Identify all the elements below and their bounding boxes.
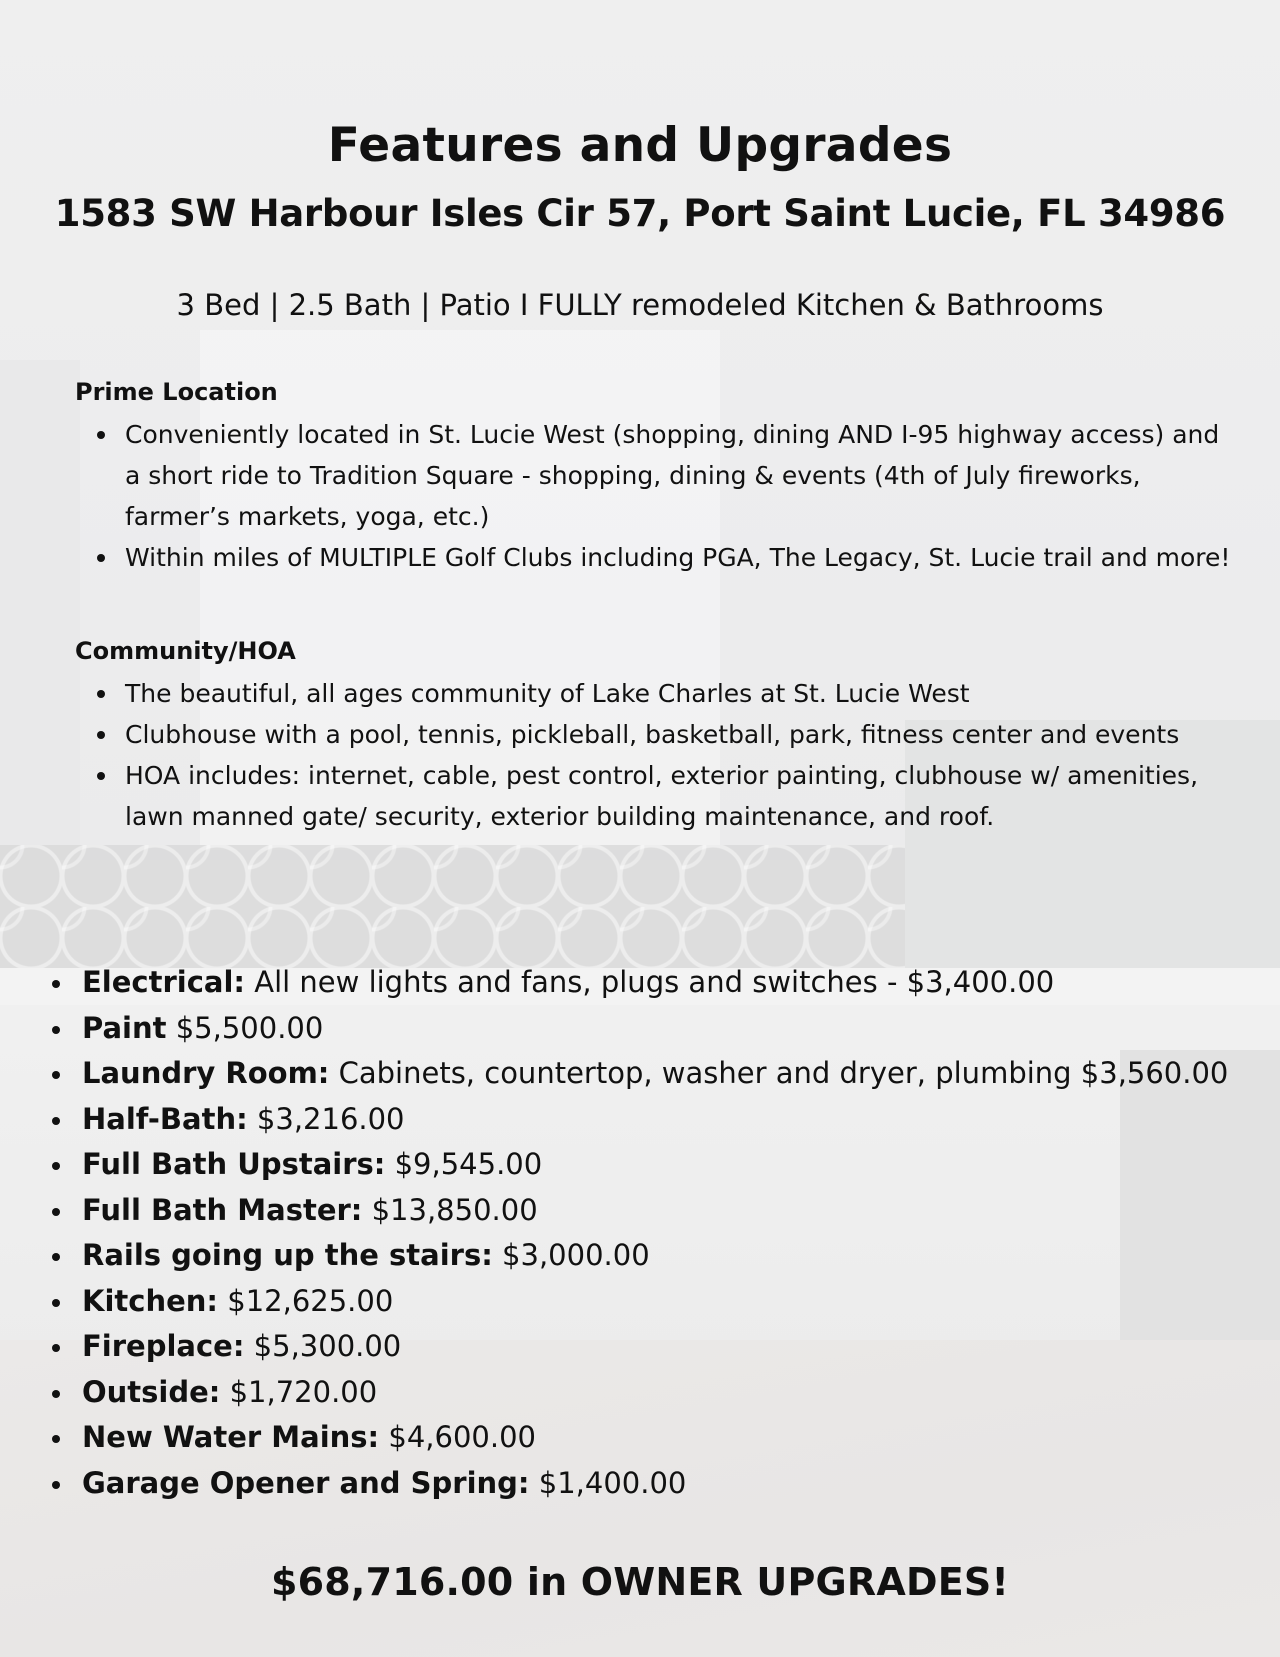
community-hoa-section	[75, 635, 1235, 837]
upgrade-item	[45, 1142, 1245, 1188]
prime-location-heading: Prime Location	[75, 378, 278, 406]
upgrade-label: Garage Opener and Spring:	[82, 1465, 530, 1500]
upgrade-value: $5,300.00	[244, 1329, 402, 1363]
upgrade-item	[45, 1097, 1245, 1143]
upgrade-item	[45, 1461, 1245, 1507]
upgrade-value: Cabinets, countertop, washer and dryer, plumbing $3,560.00	[329, 1056, 1229, 1090]
upgrade-value: $1,400.00	[529, 1465, 687, 1500]
property-address: 1583 SW Harbour Isles Cir 57, Port Saint Lucie, FL 34986	[54, 192, 1226, 235]
upgrade-value: $1,720.00	[220, 1374, 378, 1409]
upgrade-label: Half-Bath:	[82, 1101, 248, 1136]
upgrade-item	[45, 1006, 1245, 1052]
upgrade-value: All new lights and fans, plugs and switches - $3,400.00	[245, 965, 1055, 999]
upgrade-item	[45, 1279, 1245, 1325]
upgrade-value: $3,000.00	[492, 1238, 650, 1272]
list-item: The beautiful, all ages community of Lake Charles at St. Lucie West	[75, 673, 1235, 714]
upgrade-label: Kitchen:	[82, 1283, 219, 1318]
list-item: Clubhouse with a pool, tennis, pickleball, basketball, park, fitness center and events	[75, 714, 1235, 755]
upgrade-item	[45, 1051, 1245, 1097]
upgrade-item	[45, 1370, 1245, 1416]
upgrades-list	[45, 960, 1245, 1506]
total-upgrades-banner: $68,716.00 in OWNER UPGRADES!	[271, 1560, 1009, 1604]
list-item: Within miles of MULTIPLE Golf Clubs including PGA, The Legacy, St. Lucie trail and more!	[75, 537, 1235, 578]
community-list	[75, 673, 1235, 837]
upgrade-value: $3,216.00	[247, 1101, 405, 1136]
upgrade-label: Full Bath Master:	[82, 1192, 363, 1227]
community-heading: Community/HOA	[75, 637, 296, 665]
upgrade-label: Laundry Room:	[82, 1056, 330, 1090]
prime-location-list	[75, 414, 1235, 578]
upgrade-label: Rails going up the stairs:	[82, 1238, 493, 1272]
upgrade-label: Electrical:	[82, 965, 246, 999]
upgrade-value: $4,600.00	[379, 1420, 536, 1454]
upgrade-label: Paint	[82, 1010, 167, 1045]
list-item: Conveniently located in St. Lucie West (shopping, dining AND I-95 highway access) and a short ride to Tradition Square - shopping, dining & events (4th of July fireworks, farmer’s markets, yoga, etc.)	[75, 414, 1235, 537]
upgrade-item	[45, 1324, 1245, 1370]
upgrade-item	[45, 1188, 1245, 1234]
bg-left-cabinet	[0, 360, 80, 860]
upgrade-item	[45, 1233, 1245, 1279]
upgrade-value: $5,500.00	[166, 1010, 324, 1045]
upgrade-label: Full Bath Upstairs:	[82, 1147, 386, 1181]
upgrade-value: $12,625.00	[218, 1283, 394, 1318]
upgrade-item	[45, 1415, 1245, 1461]
bg-tile-backsplash	[0, 845, 905, 970]
upgrade-value: $13,850.00	[362, 1192, 538, 1227]
upgrade-label: New Water Mains:	[82, 1420, 380, 1454]
property-summary: 3 Bed | 2.5 Bath | Patio I FULLY remodeled Kitchen & Bathrooms	[176, 288, 1104, 322]
upgrade-value: $9,545.00	[385, 1147, 543, 1181]
upgrade-item	[45, 960, 1245, 1006]
upgrade-label: Outside:	[82, 1374, 221, 1409]
prime-location-section	[75, 376, 1235, 578]
upgrade-label: Fireplace:	[82, 1329, 245, 1363]
list-item: HOA includes: internet, cable, pest control, exterior painting, clubhouse w/ amenities, lawn manned gate/ security, exterior building maintenance, and roof.	[75, 755, 1235, 837]
page-title: Features and Upgrades	[327, 118, 953, 173]
